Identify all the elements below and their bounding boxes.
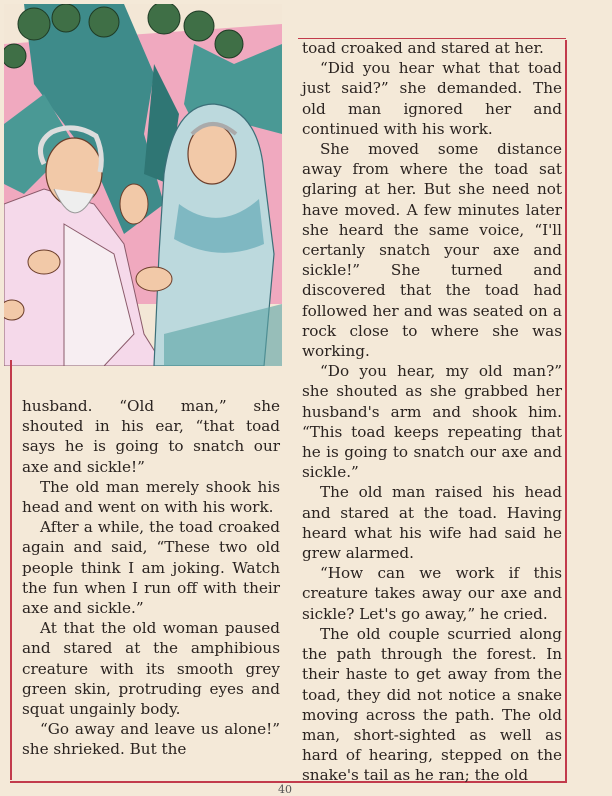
page-number: 40	[278, 783, 292, 796]
frame-left-border	[10, 360, 12, 780]
right-text-column	[302, 38, 562, 786]
paragraph: “Go away and leave us alone!” she shrieked. But the	[22, 720, 280, 759]
paragraph: “Did you hear what that toad just said?” she demanded. The old man ignored her and continued with his work.	[302, 59, 562, 138]
paragraph: At that the old woman paused and stared at the amphibious creature with its smooth grey green skin, protruding eyes and squat ungainly body.	[22, 619, 280, 719]
paragraph: “How can we work if this creature takes away our axe and sickle? Let's go away,” he cried.	[302, 564, 562, 623]
paragraph: After a while, the toad croaked again and said, “These two old people think I am joking. Watch the fun when I run off with their axe and sickle.”	[22, 518, 280, 618]
paragraph: The old man merely shook his head and went on with his work.	[22, 477, 280, 517]
paragraph: The old couple scurried along the path through the forest. In their haste to get away from the toad, they did not notice a snake moving across the path. The old man, short-sighted as well as hard of hearing, stepped on the snake's tail as he ran; the old	[302, 624, 562, 785]
paragraph: “Do you hear, my old man?” she shouted as she grabbed her husband's arm and shook him. “This toad keeps repeating that he is going to snatch our axe and sickle.”	[302, 362, 562, 482]
paragraph: She moved some distance away from where the toad sat glaring at her. But she need not have moved. A few minutes later she heard the same voice, “I'll certanly snatch your axe and sickle!” She turned and discovered that the toad had followed her and was seated on a rock close to where she was working.	[302, 140, 562, 361]
story-illustration	[4, 4, 282, 366]
paragraph: The old man raised his head and stared at the toad. Having heard what his wife had said he grew alarmed.	[302, 483, 562, 563]
frame-right-border	[565, 40, 567, 782]
paragraph: husband. “Old man,” she shouted in his ear, “that toad says he is going to snatch our axe and sickle!”	[22, 397, 280, 476]
left-text-column	[22, 396, 280, 760]
paragraph: toad croaked and stared at her.	[302, 39, 544, 57]
